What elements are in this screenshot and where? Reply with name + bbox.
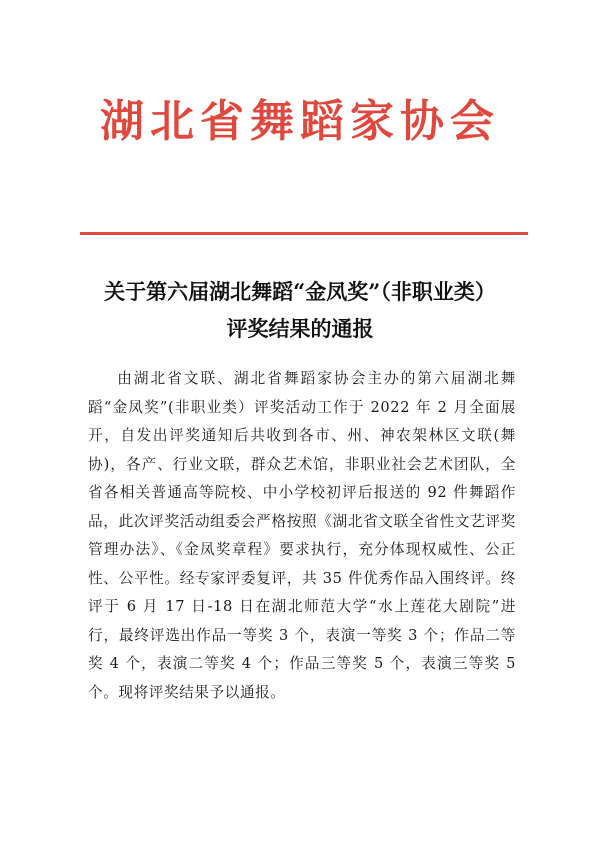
notice-title-line-1: 关于第六届湖北舞蹈“金凤奖”（非职业类） xyxy=(104,279,496,304)
letterhead-red-rule xyxy=(80,232,528,235)
notice-title-line-2: 评奖结果的通报 xyxy=(226,316,374,341)
letterhead-organization-name: 湖北省舞蹈家协会 xyxy=(100,96,500,147)
notice-body-paragraph: 由湖北省文联、湖北省舞蹈家协会主办的第六届湖北舞蹈“金凤奖”(非职业类）评奖活动工作于 2022 年 2 月全面展开，自发出评奖通知后共收到各市、州、神农架林区文联(舞协)，各产、行业文联，群众艺术馆，非职业社会艺术团队，全省各相关普通高等院校、中小学校初评后报送的 92 件舞蹈作品，此次评奖活动组委会严格按照《湖北省文联全省性文艺评奖管理办法》、《金凤奖章程》要求执行，充分体现权威性、公正性、公平性。经专家评委复评，共 35 件优秀作品入围终评。终评于 6 月 17 日-18 日在湖北师范大学“水上莲花大剧院”进行，最终评选出作品一等奖 3 个，表演一等奖 3 个；作品二等奖 4 个，表演二等奖 4 个；作品三等奖 5 个，表演三等奖 5 个。现将评奖结果予以通报。 xyxy=(88,370,516,701)
